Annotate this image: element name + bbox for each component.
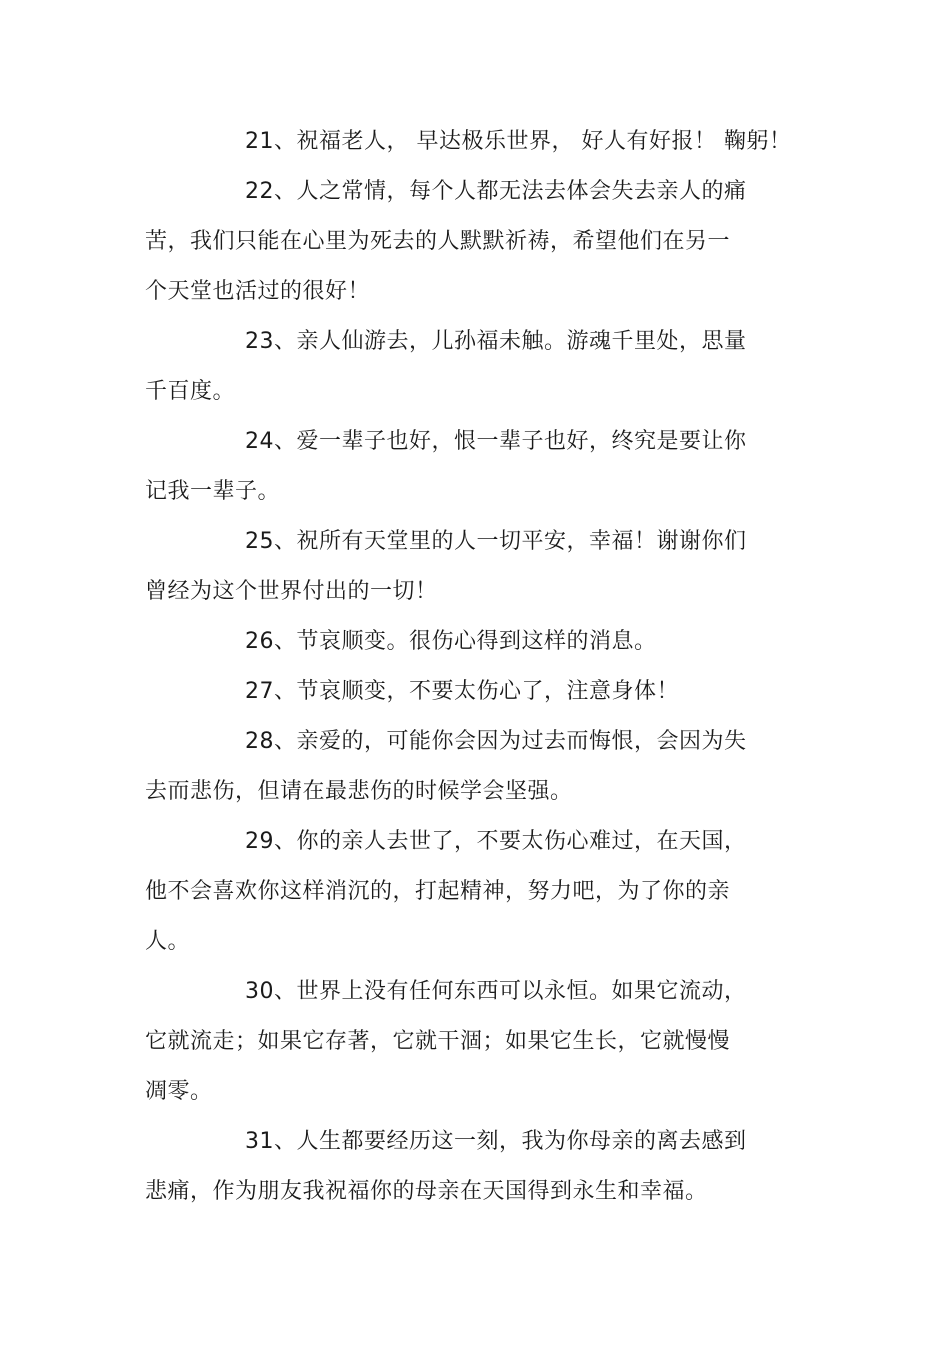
- paragraph-26-line-1: 26、节哀顺变。很伤心得到这样的消息。: [245, 629, 657, 654]
- paragraph-22-line-3: 个天堂也活过的很好！: [145, 279, 371, 304]
- paragraph-29-line-2: 他不会喜欢你这样消沉的，打起精神，努力吧，为了你的亲: [145, 879, 731, 904]
- paragraph-31-line-1: 31、人生都要经历这一刻，我为你母亲的离去感到: [245, 1129, 747, 1154]
- paragraph-22-line-2: 苦，我们只能在心里为死去的人默默祈祷，希望他们在另一: [145, 229, 731, 254]
- paragraph-29-line-3: 人。: [145, 929, 191, 954]
- paragraph-30-line-1: 30、世界上没有任何东西可以永恒。如果它流动，: [245, 979, 747, 1004]
- paragraph-30-line-2: 它就流走；如果它存著，它就干涸；如果它生长，它就慢慢: [145, 1029, 731, 1054]
- paragraph-31-line-2: 悲痛，作为朋友我祝福你的母亲在天国得到永生和幸福。: [145, 1179, 708, 1204]
- paragraph-29-line-1: 29、你的亲人去世了，不要太伤心难过，在天国，: [245, 829, 747, 854]
- paragraph-22-line-1: 22、人之常情，每个人都无法去体会失去亲人的痛: [245, 179, 747, 204]
- paragraph-30-line-3: 凋零。: [145, 1079, 213, 1104]
- paragraph-24-line-2: 记我一辈子。: [145, 479, 281, 504]
- paragraph-25-line-1: 25、祝所有天堂里的人一切平安，幸福！谢谢你们: [245, 529, 747, 554]
- paragraph-25-line-2: 曾经为这个世界付出的一切！: [145, 579, 438, 604]
- paragraph-21-line-1: 21、祝福老人， 早达极乐世界， 好人有好报！ 鞠躬！: [245, 129, 792, 154]
- paragraph-23-line-2: 千百度。: [145, 379, 236, 404]
- paragraph-28-line-1: 28、亲爱的，可能你会因为过去而悔恨，会因为失: [245, 729, 747, 754]
- paragraph-28-line-2: 去而悲伤，但请在最悲伤的时候学会坚强。: [145, 779, 573, 804]
- paragraph-24-line-1: 24、爱一辈子也好，恨一辈子也好，终究是要让你: [245, 429, 747, 454]
- paragraph-27-line-1: 27、节哀顺变，不要太伤心了，注意身体！: [245, 679, 679, 704]
- paragraph-23-line-1: 23、亲人仙游去，儿孙福未触。游魂千里处，思量: [245, 329, 747, 354]
